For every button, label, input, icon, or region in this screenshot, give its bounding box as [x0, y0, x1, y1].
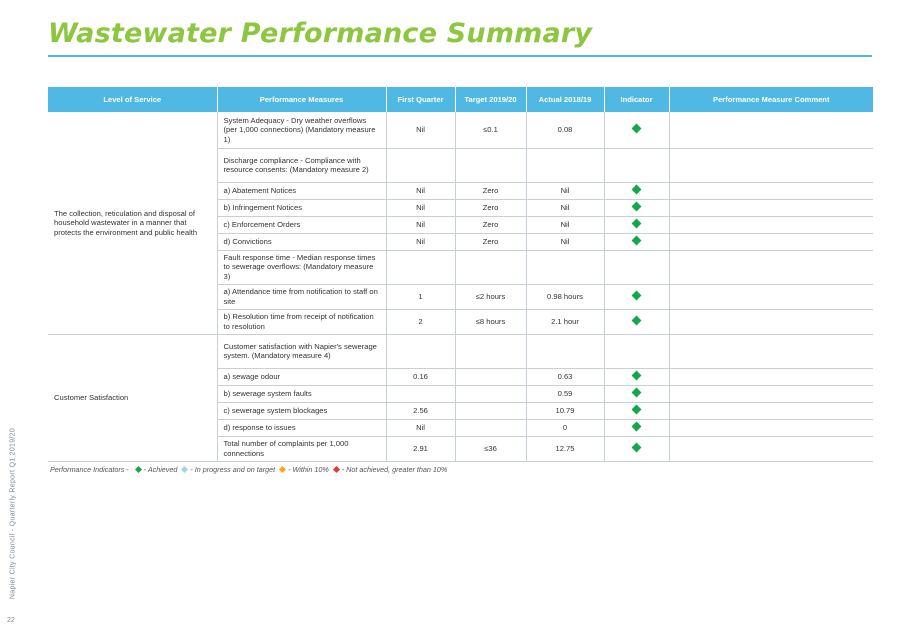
indicator-cell — [604, 385, 669, 402]
measure-cell: a) sewage odour — [217, 368, 386, 385]
performance-table — [48, 87, 873, 462]
legend-item-label: - In progress and on target — [190, 465, 276, 474]
page-title: Wastewater Performance Summary — [48, 18, 593, 49]
comment-cell — [669, 148, 873, 182]
first-quarter-cell — [386, 250, 455, 284]
diamond-icon — [632, 235, 642, 245]
diamond-icon — [279, 466, 286, 473]
header-actual: Actual 2018/19 — [526, 87, 604, 112]
table-row — [48, 112, 873, 148]
comment-cell — [669, 368, 873, 385]
indicator-cell — [604, 233, 669, 250]
title-underline — [48, 55, 872, 57]
document-footer-vertical: Napier City Council - Quarterly Report Q1 2019/20 — [9, 427, 17, 600]
actual-cell: 0.08 — [526, 112, 604, 148]
measure-cell: Fault response time - Median response times to sewerage overflows: (Mandatory measure 3) — [217, 250, 386, 284]
first-quarter-cell — [386, 334, 455, 368]
indicator-cell — [604, 284, 669, 309]
measure-cell: b) Infringement Notices — [217, 199, 386, 216]
measure-cell: d) Convictions — [217, 233, 386, 250]
measure-cell: b) Resolution time from receipt of notification to resolution — [217, 309, 386, 334]
comment-cell — [669, 402, 873, 419]
comment-cell — [669, 112, 873, 148]
comment-cell — [669, 182, 873, 199]
target-cell — [455, 368, 526, 385]
indicator-cell — [604, 250, 669, 284]
table-body — [48, 112, 873, 461]
measure-cell: Discharge compliance - Compliance with resource consents: (Mandatory measure 2) — [217, 148, 386, 182]
first-quarter-cell: Nil — [386, 182, 455, 199]
target-cell — [455, 148, 526, 182]
comment-cell — [669, 250, 873, 284]
measure-cell: b) sewerage system faults — [217, 385, 386, 402]
first-quarter-cell: Nil — [386, 112, 455, 148]
diamond-icon — [632, 201, 642, 211]
target-cell: ≤36 — [455, 436, 526, 461]
comment-cell — [669, 284, 873, 309]
target-cell — [455, 250, 526, 284]
indicator-cell — [604, 368, 669, 385]
first-quarter-cell — [386, 385, 455, 402]
actual-cell: Nil — [526, 233, 604, 250]
comment-cell — [669, 233, 873, 250]
header-first-quarter: First Quarter — [386, 87, 455, 112]
actual-cell: Nil — [526, 199, 604, 216]
indicator-cell — [604, 334, 669, 368]
actual-cell: Nil — [526, 216, 604, 233]
sidebar — [2, 420, 22, 620]
legend-item-label: - Achieved — [143, 465, 178, 474]
target-cell — [455, 419, 526, 436]
indicator-cell — [604, 148, 669, 182]
target-cell: ≤0.1 — [455, 112, 526, 148]
comment-cell — [669, 436, 873, 461]
first-quarter-cell: 1 — [386, 284, 455, 309]
page-number: 22 — [7, 617, 15, 624]
first-quarter-cell: 2.91 — [386, 436, 455, 461]
diamond-icon — [632, 315, 642, 325]
diamond-icon — [632, 387, 642, 397]
target-cell — [455, 385, 526, 402]
comment-cell — [669, 385, 873, 402]
target-cell: Zero — [455, 233, 526, 250]
actual-cell: 0.59 — [526, 385, 604, 402]
diamond-icon — [333, 466, 340, 473]
header-performance-measures: Performance Measures — [217, 87, 386, 112]
first-quarter-cell — [386, 148, 455, 182]
indicator-cell — [604, 112, 669, 148]
target-cell: ≤2 hours — [455, 284, 526, 309]
diamond-icon — [181, 466, 188, 473]
level-of-service-cell: The collection, reticulation and disposal of household wastewater in a manner that protects the environment and public health — [48, 112, 217, 334]
diamond-icon — [632, 421, 642, 431]
diamond-icon — [632, 290, 642, 300]
legend-item-label: - Within 10% — [288, 465, 329, 474]
actual-cell: 0 — [526, 419, 604, 436]
actual-cell: 2.1 hour — [526, 309, 604, 334]
actual-cell: 10.79 — [526, 402, 604, 419]
measure-cell: c) sewerage system blockages — [217, 402, 386, 419]
first-quarter-cell: Nil — [386, 419, 455, 436]
actual-cell — [526, 148, 604, 182]
table-header-row — [48, 87, 873, 112]
target-cell — [455, 402, 526, 419]
diamond-icon — [632, 370, 642, 380]
indicator-cell — [604, 309, 669, 334]
diamond-icon — [632, 124, 642, 134]
comment-cell — [669, 216, 873, 233]
first-quarter-cell: Nil — [386, 199, 455, 216]
diamond-icon — [135, 466, 142, 473]
diamond-icon — [632, 218, 642, 228]
first-quarter-cell: 0.16 — [386, 368, 455, 385]
indicator-legend — [50, 465, 447, 474]
table-row — [48, 334, 873, 368]
indicator-cell — [604, 182, 669, 199]
measure-cell: c) Enforcement Orders — [217, 216, 386, 233]
target-cell: ≤8 hours — [455, 309, 526, 334]
legend-prefix: Performance Indicators - — [50, 465, 129, 474]
comment-cell — [669, 309, 873, 334]
indicator-cell — [604, 436, 669, 461]
header-indicator: Indicator — [604, 87, 669, 112]
diamond-icon — [632, 404, 642, 414]
target-cell — [455, 334, 526, 368]
actual-cell: 0.63 — [526, 368, 604, 385]
actual-cell — [526, 250, 604, 284]
measure-cell: a) Attendance time from notification to staff on site — [217, 284, 386, 309]
header-level-of-service: Level of Service — [48, 87, 217, 112]
diamond-icon — [632, 184, 642, 194]
first-quarter-cell: Nil — [386, 216, 455, 233]
target-cell: Zero — [455, 199, 526, 216]
actual-cell: 0.98 hours — [526, 284, 604, 309]
measure-cell: d) response to issues — [217, 419, 386, 436]
actual-cell: Nil — [526, 182, 604, 199]
actual-cell: 12.75 — [526, 436, 604, 461]
actual-cell — [526, 334, 604, 368]
header-comment: Performance Measure Comment — [669, 87, 873, 112]
indicator-cell — [604, 199, 669, 216]
indicator-cell — [604, 419, 669, 436]
indicator-cell — [604, 216, 669, 233]
target-cell: Zero — [455, 216, 526, 233]
indicator-cell — [604, 402, 669, 419]
comment-cell — [669, 419, 873, 436]
measure-cell: Total number of complaints per 1,000 connections — [217, 436, 386, 461]
measure-cell: Customer satisfaction with Napier's sewerage system. (Mandatory measure 4) — [217, 334, 386, 368]
comment-cell — [669, 334, 873, 368]
legend-item-label: - Not achieved, greater than 10% — [341, 465, 448, 474]
first-quarter-cell: 2 — [386, 309, 455, 334]
measure-cell: System Adequacy - Dry weather overflows (per 1,000 connections) (Mandatory measure 1) — [217, 112, 386, 148]
level-of-service-cell: Customer Satisfaction — [48, 334, 217, 461]
measure-cell: a) Abatement Notices — [217, 182, 386, 199]
comment-cell — [669, 199, 873, 216]
first-quarter-cell: 2.56 — [386, 402, 455, 419]
header-target: Target 2019/20 — [455, 87, 526, 112]
target-cell: Zero — [455, 182, 526, 199]
diamond-icon — [632, 442, 642, 452]
first-quarter-cell: Nil — [386, 233, 455, 250]
